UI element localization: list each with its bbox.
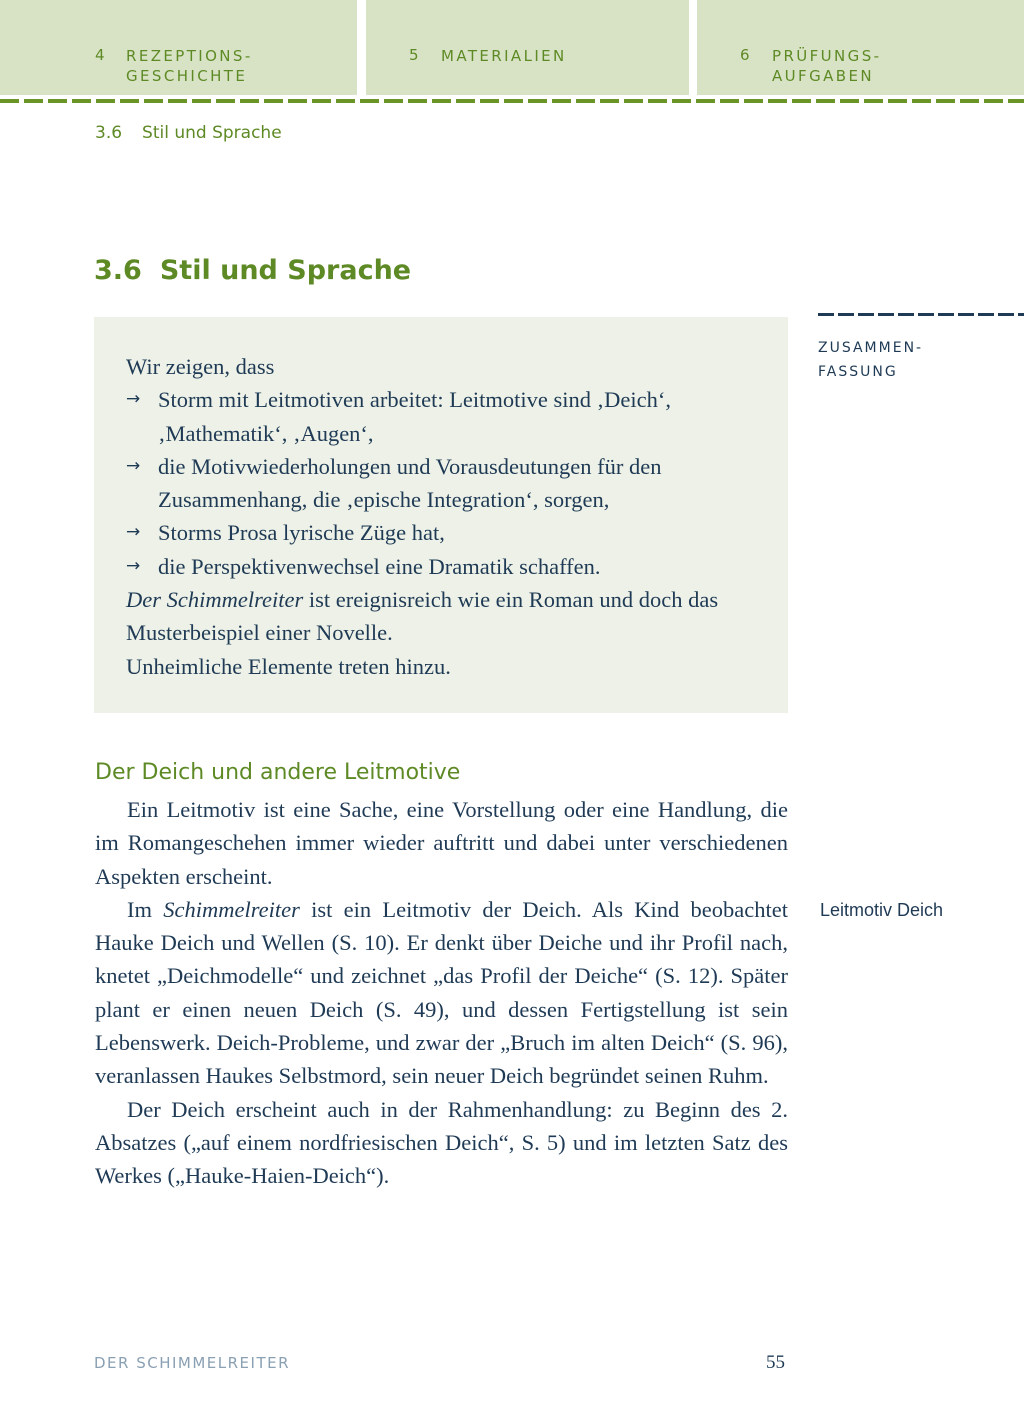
running-head: 3.6 Stil und Sprache xyxy=(95,123,282,143)
list-item: → Storms Prosa lyrische Züge hat, xyxy=(126,516,776,549)
tab-label: REZEPTIONS- GESCHICHTE xyxy=(126,47,253,85)
tab-pruefungsaufgaben[interactable] xyxy=(697,0,1024,95)
footer-book-title: DER SCHIMMELREITER xyxy=(94,1354,291,1372)
summary-closing: Der Schimmelreiter ist ereignisreich wie ein Roman und doch das Musterbeispiel einer Novelle. xyxy=(126,587,719,646)
tab-rezeptionsgeschichte[interactable] xyxy=(0,0,357,95)
margin-divider xyxy=(818,313,1024,316)
margin-note-leitmotiv: Leitmotiv Deich xyxy=(820,900,944,920)
subheading: Der Deich und andere Leitmotive xyxy=(95,760,461,785)
tab-number: 4 xyxy=(95,46,107,64)
arrow-right-icon: → xyxy=(126,389,141,410)
tab-number: 6 xyxy=(740,46,752,64)
list-item: → Storm mit Leitmotiven arbeitet: Leitmotive sind ‚Deich‘, ‚Mathematik‘, ‚Augen‘, xyxy=(126,383,776,450)
tab-label: MATERIALIEN xyxy=(441,47,567,65)
paragraph: Ein Leitmotiv ist eine Sache, eine Vorstellung oder eine Handlung, die im Romangeschehen immer wieder auftritt und dabei unter verschiedenen Aspekten erscheint. xyxy=(95,797,788,889)
body-text xyxy=(95,793,788,1193)
arrow-right-icon: → xyxy=(126,455,141,476)
paragraph: Der Deich erscheint auch in der Rahmenhandlung: zu Beginn des 2. Absatzes („auf einem nordfriesischen Deich“, S. 5) und im letzten Satz des Werkes („Hauke-Haien-Deich“). xyxy=(95,1096,788,1189)
arrow-right-icon: → xyxy=(126,522,141,543)
summary-intro: Wir zeigen, dass xyxy=(126,354,275,379)
list-item: → die Motivwiederholungen und Vorausdeutungen für den Zusammenhang, die ‚epische Integration‘, sorgen, xyxy=(126,450,776,517)
paragraph: Im Schimmelreiter ist ein Leitmotiv der Deich. Als Kind beobachtet Hauke Deich und Wellen (S. 10). Er denkt über Deiche und ihr Profil nach, knetet „Deichmodelle“ und zeichnet „das Profil der Deiche“ (S. 12). Später plant er einen neuen Deich (S. 49), und dessen Fertigstellung ist sein Lebenswerk. Deich-Probleme, und zwar der „Bruch im alten Deich“ (S. 96), veranlassen Haukes Selbstmord, sein neuer Deich begründet seinen Ruhm. xyxy=(95,896,788,1089)
tab-label: PRÜFUNGS- AUFGABEN xyxy=(772,47,882,85)
margin-label-summary: ZUSAMMEN- FASSUNG xyxy=(818,340,924,380)
arrow-right-icon: → xyxy=(126,555,141,576)
page-number: 55 xyxy=(766,1352,785,1373)
summary-closing-2: Unheimliche Elemente treten hinzu. xyxy=(126,653,451,679)
tab-materialien[interactable] xyxy=(366,0,689,95)
header-divider xyxy=(0,99,1024,103)
tab-number: 5 xyxy=(409,46,421,64)
summary-box xyxy=(94,317,788,713)
list-item: → die Perspektivenwechsel eine Dramatik schaffen. xyxy=(126,550,776,583)
section-title: 3.6 Stil und Sprache xyxy=(94,255,412,286)
